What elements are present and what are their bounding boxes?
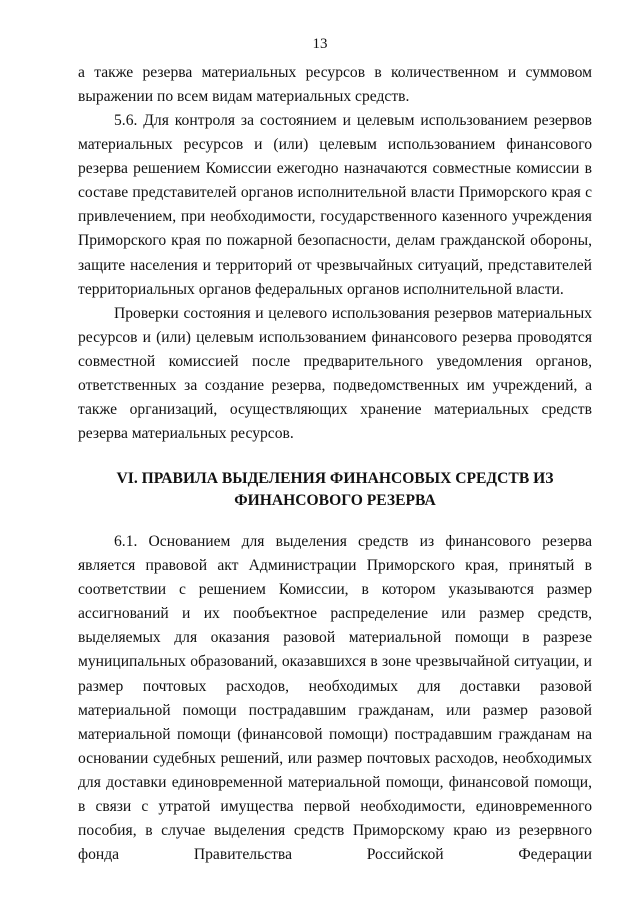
paragraph-text: 6.1. Основанием для выделения средств из финансового резерва является правовой акт Администрации Приморского края, принятый в соответствии с решением Комиссии, в котором указываются размер ассигнований и их пообъектное распределение или размер средств, выделяемых для оказания разовой материальной помощи в разрезе муниципальных образований, оказавшихся в зоне чрезвычайной ситуации, и размер почтовых расходов, необходимых для доставки разовой материальной помощи пострадавшим гражданам, или размер разовой материальной помощи (финансовой помощи) пострадавшим гражданам на основании судебных решений, или размер почтовых расходов, необходимых для доставки единовременной материальной помощи, финансовой помощи, в связи с утратой имущества первой необходимости, единовременного пособия, в случае выделения средств Приморскому краю из резервного фонда Правительства Российской Федерации [78,533,592,864]
paragraph-inspections [78,302,592,447]
paragraph-text: 5.6. Для контроля за состоянием и целевым использованием резервов материальных ресурсов и (или) целевым использованием финансового резерва решением Комиссии ежегодно назначаются совместные комиссии в составе представителей органов исполнительной власти Приморского края с привлечением, при необходимости, государственного казенного учреждения Приморского края по пожарной безопасности, делам гражданской обороны, защите населения и территорий от чрезвычайных ситуаций, представителей территориальных органов федеральных органов исполнительной власти. [78,112,592,298]
paragraph-text: а также резерва материальных ресурсов в количественном и суммовом выражении по всем видам материальных средств. [78,64,592,106]
page-number: 13 [312,36,328,52]
paragraph-5-6 [78,109,592,302]
section-heading-line-1: VI. ПРАВИЛА ВЫДЕЛЕНИЯ ФИНАНСОВЫХ СРЕДСТВ ИЗ [116,470,554,487]
section-heading [78,468,592,512]
section-heading-line-2: ФИНАНСОВОГО РЕЗЕРВА [234,492,436,509]
paragraph-text: Проверки состояния и целевого использования резервов материальных ресурсов и (или) целевым использованием финансового резерва проводятся совместной комиссией после предварительного уведомления органов, ответственных за создание резерва, подведомственных им учреждений, а также организаций, осуществляющих хранение материальных средств резерва материальных ресурсов. [78,305,592,443]
paragraph-6-1 [78,530,592,867]
paragraph-continuation [78,61,592,109]
